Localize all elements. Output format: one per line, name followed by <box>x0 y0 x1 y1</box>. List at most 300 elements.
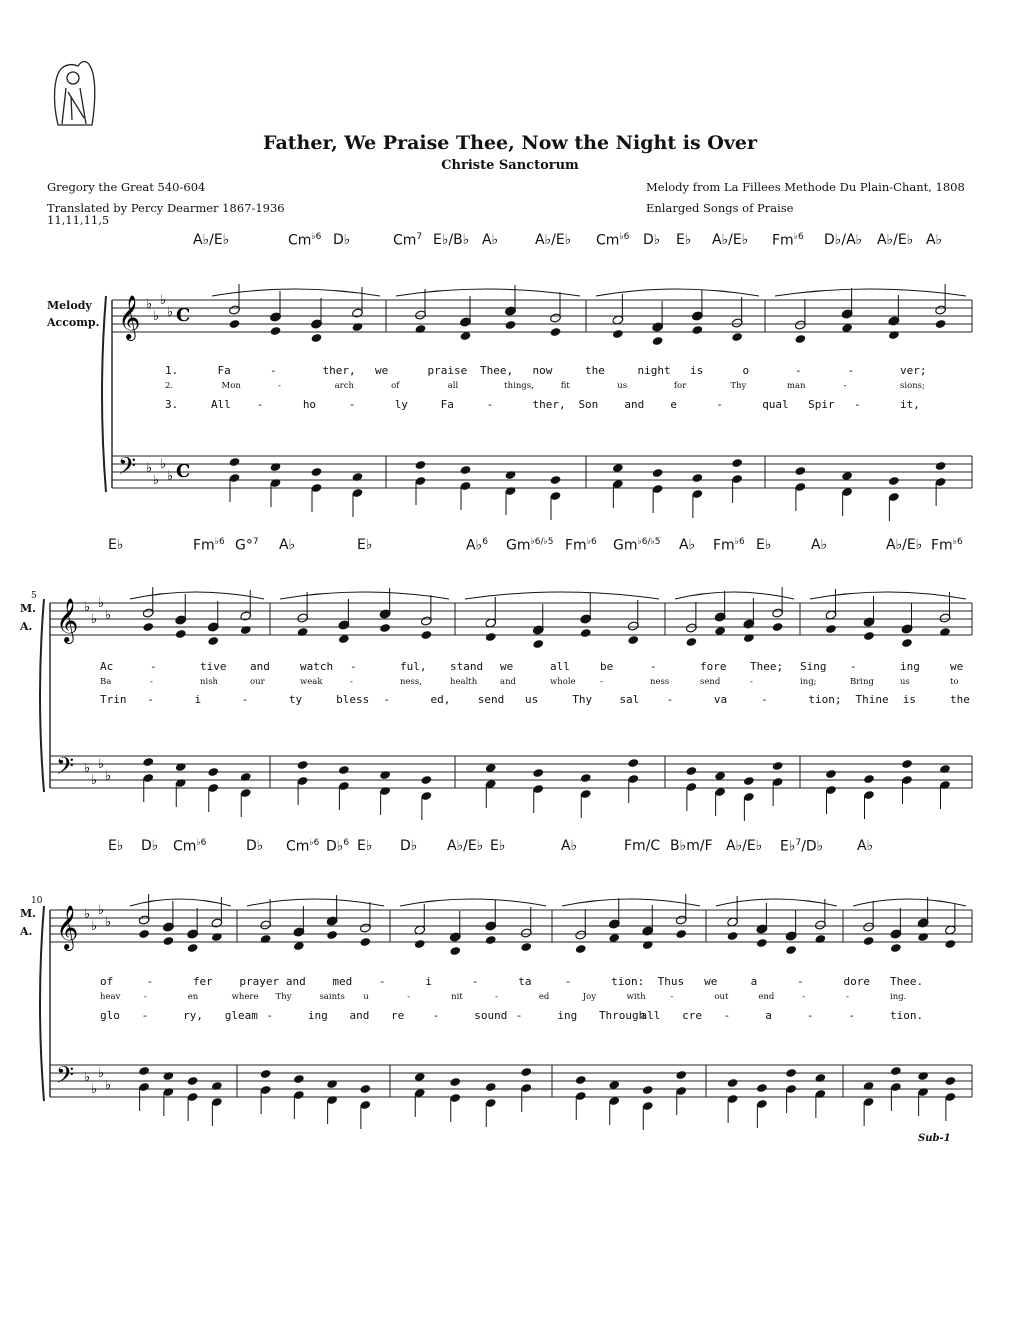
chord-symbol: A♭/E♭ <box>877 232 914 248</box>
chord-symbol: D♭ <box>141 838 159 854</box>
note-head <box>935 319 947 329</box>
note-head <box>580 773 592 783</box>
lyric-syllable: - <box>266 1009 273 1022</box>
slur <box>247 899 384 906</box>
note-head <box>575 944 587 954</box>
lyric-syllable: nit <box>451 992 463 1002</box>
lyric-syllable: - <box>495 992 498 1002</box>
note-head <box>785 1068 797 1078</box>
note-head <box>691 325 703 335</box>
chord-symbol: $Gm^{♭6/♭5}$ <box>506 537 554 554</box>
note-head <box>240 772 252 782</box>
flat-icon: ♭ <box>98 903 105 918</box>
note-head <box>338 765 350 775</box>
flat-icon: ♭ <box>146 297 153 312</box>
note-head <box>743 633 755 643</box>
note-head <box>485 1082 497 1092</box>
lyric-syllable: Bring <box>850 677 874 687</box>
lyric-syllable: where <box>231 992 259 1002</box>
note-head <box>229 319 241 329</box>
note-head <box>420 630 432 640</box>
lyric-syllable: Thy <box>730 381 747 391</box>
slur <box>675 592 794 599</box>
note-head <box>229 457 241 467</box>
chord-symbol: $Cm^{♭6}$ <box>596 232 630 249</box>
lyric-syllable: - <box>761 693 768 706</box>
chord-symbol: A♭/E♭ <box>712 232 749 248</box>
lyric-syllable: Spir <box>808 398 835 411</box>
lyric-syllable: and <box>285 975 306 988</box>
lyric-syllable: - <box>650 660 657 673</box>
lyric-syllable: bless <box>336 693 370 706</box>
note-head <box>944 1076 956 1086</box>
lyric-syllable: - <box>716 398 723 411</box>
lyric-syllable: Joy <box>582 992 597 1002</box>
slur <box>562 899 700 906</box>
flat-icon: ♭ <box>153 309 160 324</box>
chord-symbol: A♭/E♭ <box>886 537 923 553</box>
note-head <box>138 929 150 939</box>
lyric-syllable: - <box>350 677 353 687</box>
lyric-syllable: - <box>850 660 857 673</box>
chord-symbol: D♭ <box>400 838 418 854</box>
note-head <box>756 1083 768 1093</box>
lyric-syllable: us <box>617 381 628 391</box>
lyric-syllable: health <box>450 677 478 687</box>
lyric-syllable: 2. <box>165 381 174 391</box>
note-head <box>240 625 252 635</box>
note-head <box>863 936 875 946</box>
a-label-system3: A. <box>20 925 33 938</box>
lyric-syllable: - <box>854 398 861 411</box>
lyric-syllable: is <box>690 364 704 377</box>
lyric-syllable: o <box>742 364 750 377</box>
lyric-syllable: - <box>848 1009 856 1022</box>
flat-icon: ♭ <box>84 1070 91 1085</box>
lyric-syllable: u <box>363 992 369 1002</box>
lyric-syllable: - <box>143 992 147 1002</box>
note-head <box>297 627 309 637</box>
chord-symbol: D♭$^6$ <box>326 838 350 855</box>
note-head <box>207 767 219 777</box>
lyric-syllable: Thus <box>657 975 685 988</box>
lyric-syllable: Fa <box>440 398 454 411</box>
note-head <box>863 774 875 784</box>
note-head <box>352 472 364 482</box>
lyric-syllable: the <box>585 364 605 377</box>
accomp-staff-label: Accomp. <box>47 316 100 329</box>
note-head <box>675 1070 687 1080</box>
lyric-syllable: gleam <box>224 1009 258 1022</box>
song-subtitle: Christe Sanctorum <box>441 158 579 173</box>
chord-symbol: $Fm^{♭6}$ <box>931 537 963 554</box>
lyric-syllable: things, <box>504 381 534 391</box>
flat-icon: ♭ <box>153 473 160 488</box>
lyric-syllable: i <box>194 693 202 706</box>
chord-symbol: E♭ <box>357 537 373 553</box>
treble-clef-icon: 𝄞 <box>118 295 141 339</box>
slur <box>775 289 966 296</box>
lyric-syllable: - <box>150 677 153 687</box>
m-label-system3: M. <box>20 907 37 920</box>
note-head <box>794 466 806 476</box>
lyric-syllable: - <box>378 975 386 988</box>
chord-symbol: B♭m/F <box>670 838 713 854</box>
lyric-syllable: fer <box>192 975 213 988</box>
chord-symbol: A♭ <box>857 838 874 854</box>
slur <box>853 899 966 906</box>
lyric-syllable: sound <box>474 1009 508 1022</box>
note-head <box>326 930 338 940</box>
note-head <box>731 458 743 468</box>
lyric-syllable: - <box>564 975 572 988</box>
chord-symbol: A♭ <box>279 537 296 553</box>
note-head <box>642 1085 654 1095</box>
flat-icon: ♭ <box>160 457 167 472</box>
note-head <box>415 460 427 470</box>
lyric-syllable: weak <box>300 677 323 687</box>
chord-symbol: A♭/E♭ <box>447 838 484 854</box>
lyric-syllable: ing <box>557 1009 578 1022</box>
chord-symbol: E♭/B♭ <box>433 232 470 248</box>
note-head <box>379 623 391 633</box>
lyric-syllable: Sing <box>800 660 827 673</box>
note-head <box>485 632 497 642</box>
lyric-syllable: arch <box>334 381 354 391</box>
treble-clef-icon: 𝄞 <box>56 905 79 949</box>
chord-symbol: A♭/E♭ <box>535 232 572 248</box>
lyric-syllable: the <box>950 693 970 706</box>
flat-icon: ♭ <box>91 919 98 934</box>
lyric-syllable: 1. <box>165 364 179 377</box>
lyric-syllable: and <box>624 398 645 411</box>
chord-symbol: A♭ <box>482 232 499 248</box>
lyric-syllable: med <box>332 975 353 988</box>
note-head <box>691 473 703 483</box>
note-head <box>814 1073 826 1083</box>
song-title: Father, We Praise Thee, Now the Night is Over <box>263 132 757 154</box>
lyric-syllable: a <box>765 1009 772 1022</box>
melody-credit: Melody from La Fillees Methode Du Plain-Chant, 1808 <box>646 180 965 194</box>
note-head <box>449 946 461 956</box>
note-head <box>890 943 902 953</box>
note-head <box>727 931 739 941</box>
chord-symbol: $Cm^{♭6}$ <box>288 232 322 249</box>
lyric-syllable: ed <box>538 992 550 1002</box>
note-head <box>685 766 697 776</box>
lyric-syllable: ing. <box>890 992 907 1002</box>
note-head <box>359 937 371 947</box>
lyric-syllable: Thee; <box>750 660 784 673</box>
note-head <box>207 636 219 646</box>
note-head <box>211 1081 223 1091</box>
note-head <box>731 332 743 342</box>
lyric-syllable: prayer <box>239 975 280 988</box>
lyric-syllable: cre <box>682 1009 702 1022</box>
lyric-syllable: be <box>600 660 614 673</box>
lyric-syllable: we <box>375 364 389 377</box>
note-head <box>532 639 544 649</box>
slur <box>716 899 837 906</box>
chord-symbol: D♭ <box>333 232 351 248</box>
chord-symbol: A♭$^6$ <box>466 537 488 554</box>
lyric-syllable: fit <box>560 381 570 391</box>
chord-symbol: A♭/E♭ <box>193 232 230 248</box>
note-head <box>890 1066 902 1076</box>
note-head <box>794 334 806 344</box>
lyric-syllable: - <box>150 660 157 673</box>
flat-icon: ♭ <box>167 469 174 484</box>
lyric-syllable: ed, <box>430 693 451 706</box>
lyric-syllable: All <box>210 398 231 411</box>
flat-icon: ♭ <box>105 769 112 784</box>
note-head <box>756 938 768 948</box>
lyric-syllable: - <box>383 693 390 706</box>
lyric-syllable: ly <box>394 398 408 411</box>
page-footer-label: Sub-1 <box>918 1133 951 1144</box>
lyric-syllable: Thy <box>275 992 292 1002</box>
lyric-syllable: va <box>713 693 728 706</box>
lyric-syllable: - <box>795 364 802 377</box>
note-head <box>420 775 432 785</box>
lyric-syllable: - <box>670 992 674 1002</box>
measure-number-5: 5 <box>31 591 37 601</box>
lyric-syllable: fore <box>700 660 727 673</box>
note-head <box>685 637 697 647</box>
lyric-syllable: Ac <box>100 660 114 673</box>
note-head <box>460 465 472 475</box>
chord-symbol: $Fm^{♭6}$ <box>565 537 597 554</box>
lyric-syllable: - <box>350 660 357 673</box>
chord-symbol: E♭ <box>756 537 772 553</box>
lyric-syllable: re <box>391 1009 405 1022</box>
note-head <box>311 333 323 343</box>
note-head <box>142 622 154 632</box>
lyric-syllable: ta <box>518 975 532 988</box>
note-head <box>550 475 562 485</box>
flat-icon: ♭ <box>146 461 153 476</box>
flat-icon: ♭ <box>91 1082 98 1097</box>
note-head <box>627 635 639 645</box>
lyric-syllable: - <box>141 1009 149 1022</box>
slur <box>396 289 580 296</box>
note-head <box>175 629 187 639</box>
lyric-syllable: our <box>250 677 265 687</box>
lyric-syllable: - <box>666 693 674 706</box>
flat-icon: ♭ <box>84 907 91 922</box>
lyric-syllable: - <box>471 975 479 988</box>
note-head <box>142 757 154 767</box>
lyric-syllable: tion: <box>611 975 645 988</box>
lyric-syllable: ness, <box>400 677 422 687</box>
note-head <box>825 769 837 779</box>
lyric-syllable: - <box>256 398 264 411</box>
note-head <box>743 776 755 786</box>
lyric-syllable: ry, <box>183 1009 204 1022</box>
lyric-syllable: and <box>250 660 270 673</box>
flat-icon: ♭ <box>160 293 167 308</box>
chord-symbol: D♭/A♭ <box>824 232 863 248</box>
note-head <box>297 760 309 770</box>
measure-number-10: 10 <box>31 896 43 906</box>
chord-symbol: A♭ <box>679 537 696 553</box>
slur <box>596 289 759 296</box>
flat-icon: ♭ <box>105 1078 112 1093</box>
note-head <box>939 764 951 774</box>
lyric-syllable: Thine <box>855 693 889 706</box>
lyric-syllable: Trin <box>100 693 127 706</box>
note-head <box>652 468 664 478</box>
note-head <box>627 758 639 768</box>
chord-symbol: $Cm^{♭6}$ <box>173 838 207 855</box>
chord-symbol: E♭ <box>108 537 124 553</box>
note-head <box>772 622 784 632</box>
lyric-syllable: we <box>704 975 718 988</box>
note-head <box>642 940 654 950</box>
chord-symbol: E♭ <box>676 232 692 248</box>
note-head <box>187 1076 199 1086</box>
note-head <box>352 322 364 332</box>
lyric-syllable: en <box>187 992 199 1002</box>
lyric-syllable: end <box>758 992 775 1002</box>
note-head <box>575 1075 587 1085</box>
lyric-syllable: man <box>786 381 806 391</box>
note-head <box>260 934 272 944</box>
note-head <box>939 627 951 637</box>
chord-symbol: E♭ <box>108 838 124 854</box>
a-label-system2: A. <box>20 620 33 633</box>
lyric-syllable: i <box>425 975 432 988</box>
melody-staff-label: Melody <box>47 299 92 312</box>
lyric-syllable: - <box>146 975 154 988</box>
note-head <box>935 461 947 471</box>
note-head <box>652 336 664 346</box>
lyric-syllable: watch <box>300 660 334 673</box>
note-head <box>270 326 282 336</box>
chord-symbol: $Fm^{♭6}$ <box>713 537 745 554</box>
lyric-syllable: Through <box>598 1009 646 1022</box>
note-head <box>901 638 913 648</box>
lyric-syllable: all <box>447 381 459 391</box>
chord-symbol: A♭/E♭ <box>726 838 763 854</box>
lyric-syllable: ver; <box>900 364 927 377</box>
chord-symbol: Cm$^7$ <box>393 232 423 249</box>
meter-label: 11,11,11,5 <box>47 213 110 227</box>
lyric-syllable: it, <box>900 398 920 411</box>
note-head <box>863 1081 875 1091</box>
lyric-syllable: us <box>900 677 910 687</box>
note-head <box>888 476 900 486</box>
lyric-syllable: sions; <box>900 381 925 391</box>
note-head <box>187 943 199 953</box>
flat-icon: ♭ <box>84 761 91 776</box>
lyric-syllable: all <box>640 1009 661 1022</box>
note-head <box>825 624 837 634</box>
slur <box>810 592 966 599</box>
bass-clef-icon: 𝄢 <box>118 452 137 485</box>
lyric-syllable: tion. <box>890 1009 924 1022</box>
note-head <box>326 1079 338 1089</box>
note-head <box>550 327 562 337</box>
lyric-syllable: e <box>670 398 677 411</box>
lyric-syllable: ho <box>302 398 317 411</box>
chord-symbol: $Fm^{♭6}$ <box>193 537 225 554</box>
system-brace <box>102 296 106 492</box>
chord-symbol: A♭ <box>811 537 828 553</box>
flat-icon: ♭ <box>98 1066 105 1081</box>
note-head <box>211 932 223 942</box>
slur <box>400 899 546 906</box>
lyric-syllable: ther, <box>532 398 566 411</box>
note-head <box>785 945 797 955</box>
lyric-syllable: with <box>626 992 646 1002</box>
system-brace <box>40 906 44 1101</box>
note-head <box>814 934 826 944</box>
time-signature: C <box>176 305 191 326</box>
lyric-syllable: us <box>525 693 539 706</box>
note-head <box>379 770 391 780</box>
lyric-syllable: - <box>847 364 855 377</box>
lyric-syllable: - <box>843 381 847 391</box>
lyric-syllable: - <box>432 1009 440 1022</box>
slur <box>280 592 449 599</box>
translator-credit: Translated by Percy Dearmer 1867-1936 <box>47 201 285 215</box>
note-head <box>520 942 532 952</box>
chord-symbol: G°$^7$ <box>235 537 259 554</box>
lyric-syllable: ful, <box>400 660 427 673</box>
note-head <box>612 329 624 339</box>
lyric-syllable: - <box>407 992 411 1002</box>
lyric-syllable: ing <box>900 660 920 673</box>
lyric-syllable: out <box>714 992 729 1002</box>
lyric-syllable: - <box>515 1009 523 1022</box>
lyric-syllable: ness <box>650 677 670 687</box>
lyric-syllable: Ba <box>100 677 112 687</box>
m-label-system2: M. <box>20 602 37 615</box>
lyric-syllable: and <box>500 677 516 687</box>
lyric-syllable: qual <box>762 398 789 411</box>
note-head <box>520 1067 532 1077</box>
slur <box>465 592 659 599</box>
lyric-syllable: praise <box>427 364 468 377</box>
lyric-syllable: saints <box>319 992 345 1002</box>
chord-symbol: E♭ <box>490 838 506 854</box>
lyric-syllable: whole <box>550 677 576 687</box>
chord-symbol: $Cm^{♭6}$ <box>286 838 320 855</box>
flat-icon: ♭ <box>105 608 112 623</box>
note-head <box>260 1069 272 1079</box>
note-head <box>311 467 323 477</box>
note-head <box>944 939 956 949</box>
note-head <box>580 628 592 638</box>
flat-icon: ♭ <box>91 773 98 788</box>
note-head <box>359 1084 371 1094</box>
lyric-syllable: Thee, <box>480 364 514 377</box>
note-head <box>414 939 426 949</box>
lyric-syllable: glo <box>100 1009 120 1022</box>
lyric-syllable: dore <box>843 975 871 988</box>
chord-symbol: E♭ <box>357 838 373 854</box>
note-head <box>138 1066 150 1076</box>
lyric-syllable: tive <box>200 660 227 673</box>
lyric-syllable: - <box>147 693 154 706</box>
lyric-syllable: send <box>477 693 505 706</box>
lyric-syllable: a <box>750 975 758 988</box>
lyric-syllable: Mon <box>221 381 241 391</box>
flat-icon: ♭ <box>98 757 105 772</box>
chord-symbol: D♭ <box>643 232 661 248</box>
note-head <box>901 759 913 769</box>
